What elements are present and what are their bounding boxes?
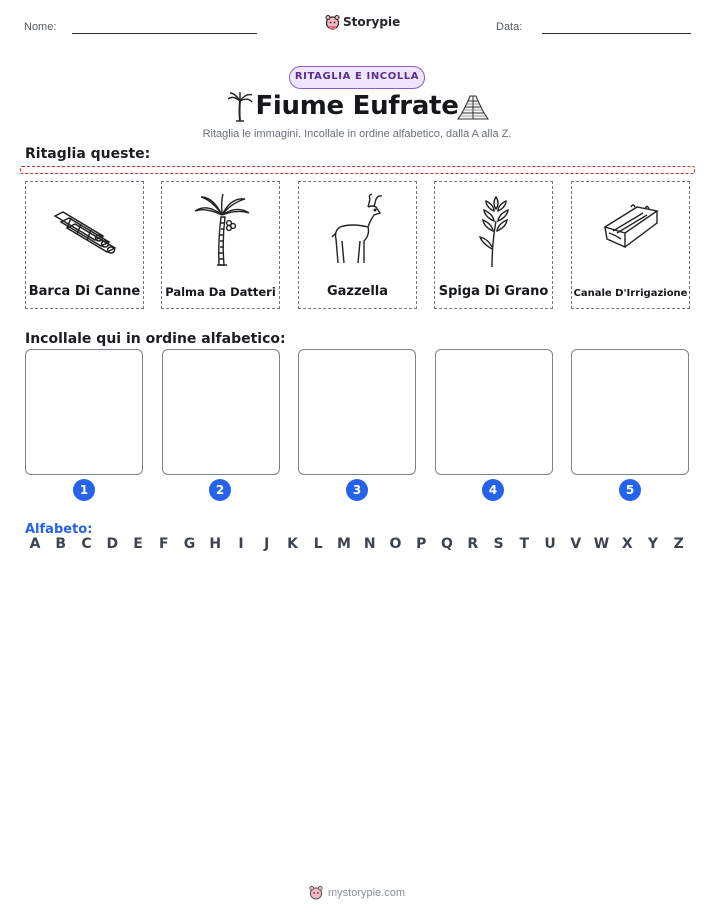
date-label: Data: [496,21,523,33]
ziggurat-icon [456,93,490,121]
gazelle-icon [328,193,388,269]
card-label: Barca Di Canne [28,284,141,299]
alphabet-letter: R [467,536,479,552]
alphabet-letter: G [183,536,196,552]
alphabet-letter: Z [673,536,684,552]
brand-name: Storypie [343,15,401,29]
paste-box[interactable] [25,349,143,475]
reed-boat-icon [47,206,123,256]
alphabet-letter: J [264,536,270,552]
alphabet-letter: C [81,536,92,552]
card-label: Spiga Di Grano [438,284,549,299]
alphabet-row [25,536,689,552]
name-line [72,33,257,34]
alphabet-letter: F [158,536,169,552]
cut-card[interactable] [298,181,417,309]
paste-box[interactable] [571,349,689,475]
worksheet-header [0,14,714,38]
footer-url: mystorypie.com [327,886,406,899]
storypie-mascot-icon [309,885,323,900]
card-label: Gazzella [326,284,389,299]
cut-card[interactable] [25,181,144,309]
title-row [0,91,714,127]
number-badge-1: 1 [73,479,95,501]
alphabet-letter: M [337,536,351,552]
name-label: Nome: [24,21,57,33]
alphabet-letter: N [363,536,376,552]
storypie-mascot-icon [325,14,340,30]
wheat-icon [474,193,514,269]
alphabet-letter: U [544,536,556,552]
cut-section-heading: Ritaglia queste: [25,146,151,162]
alphabet-letter: D [106,536,119,552]
paste-box[interactable] [162,349,280,475]
alphabet-letter: O [389,536,402,552]
alphabet-letter: X [621,536,633,552]
alphabet-letter: I [238,536,244,552]
alphabet-letter: T [519,536,530,552]
alphabet-heading: Alfabeto: [25,522,93,537]
alphabet-letter: B [55,536,67,552]
paste-box[interactable] [298,349,416,475]
alphabet-letter: Y [647,536,659,552]
alphabet-letter: V [570,536,582,552]
alphabet-letter: L [313,536,323,552]
cut-card[interactable] [571,181,690,309]
cut-card[interactable] [161,181,280,309]
alphabet-letter: P [416,536,427,552]
cut-card[interactable] [434,181,553,309]
paste-box[interactable] [435,349,553,475]
number-badge-4: 4 [482,479,504,501]
alphabet-letter: A [29,536,41,552]
footer [0,885,714,900]
instructions: Ritaglia le immagini. Incollale in ordine alfabetico, dalla A alla Z. [202,128,512,140]
number-badge-3: 3 [346,479,368,501]
number-badge-5: 5 [619,479,641,501]
irrigation-canal-icon [601,203,661,259]
date-palm-icon [191,193,251,269]
date-line [542,33,691,34]
page-title: Fiume Eufrate [255,91,459,121]
paste-section-heading: Incollale qui in ordine alfabetico: [25,331,286,347]
brand-logo [325,14,400,30]
alphabet-letter: E [133,536,143,552]
card-label: Canale D'Irrigazione [573,288,688,299]
alphabet-letter: W [593,536,610,552]
alphabet-letter: Q [441,536,453,552]
alphabet-letter: H [209,536,222,552]
alphabet-letter: S [493,536,504,552]
cut-line [20,166,695,174]
card-label: Palma Da Datteri [165,285,276,299]
activity-badge: RITAGLIA E INCOLLA [289,66,425,89]
number-badge-2: 2 [209,479,231,501]
alphabet-letter: K [287,536,298,552]
